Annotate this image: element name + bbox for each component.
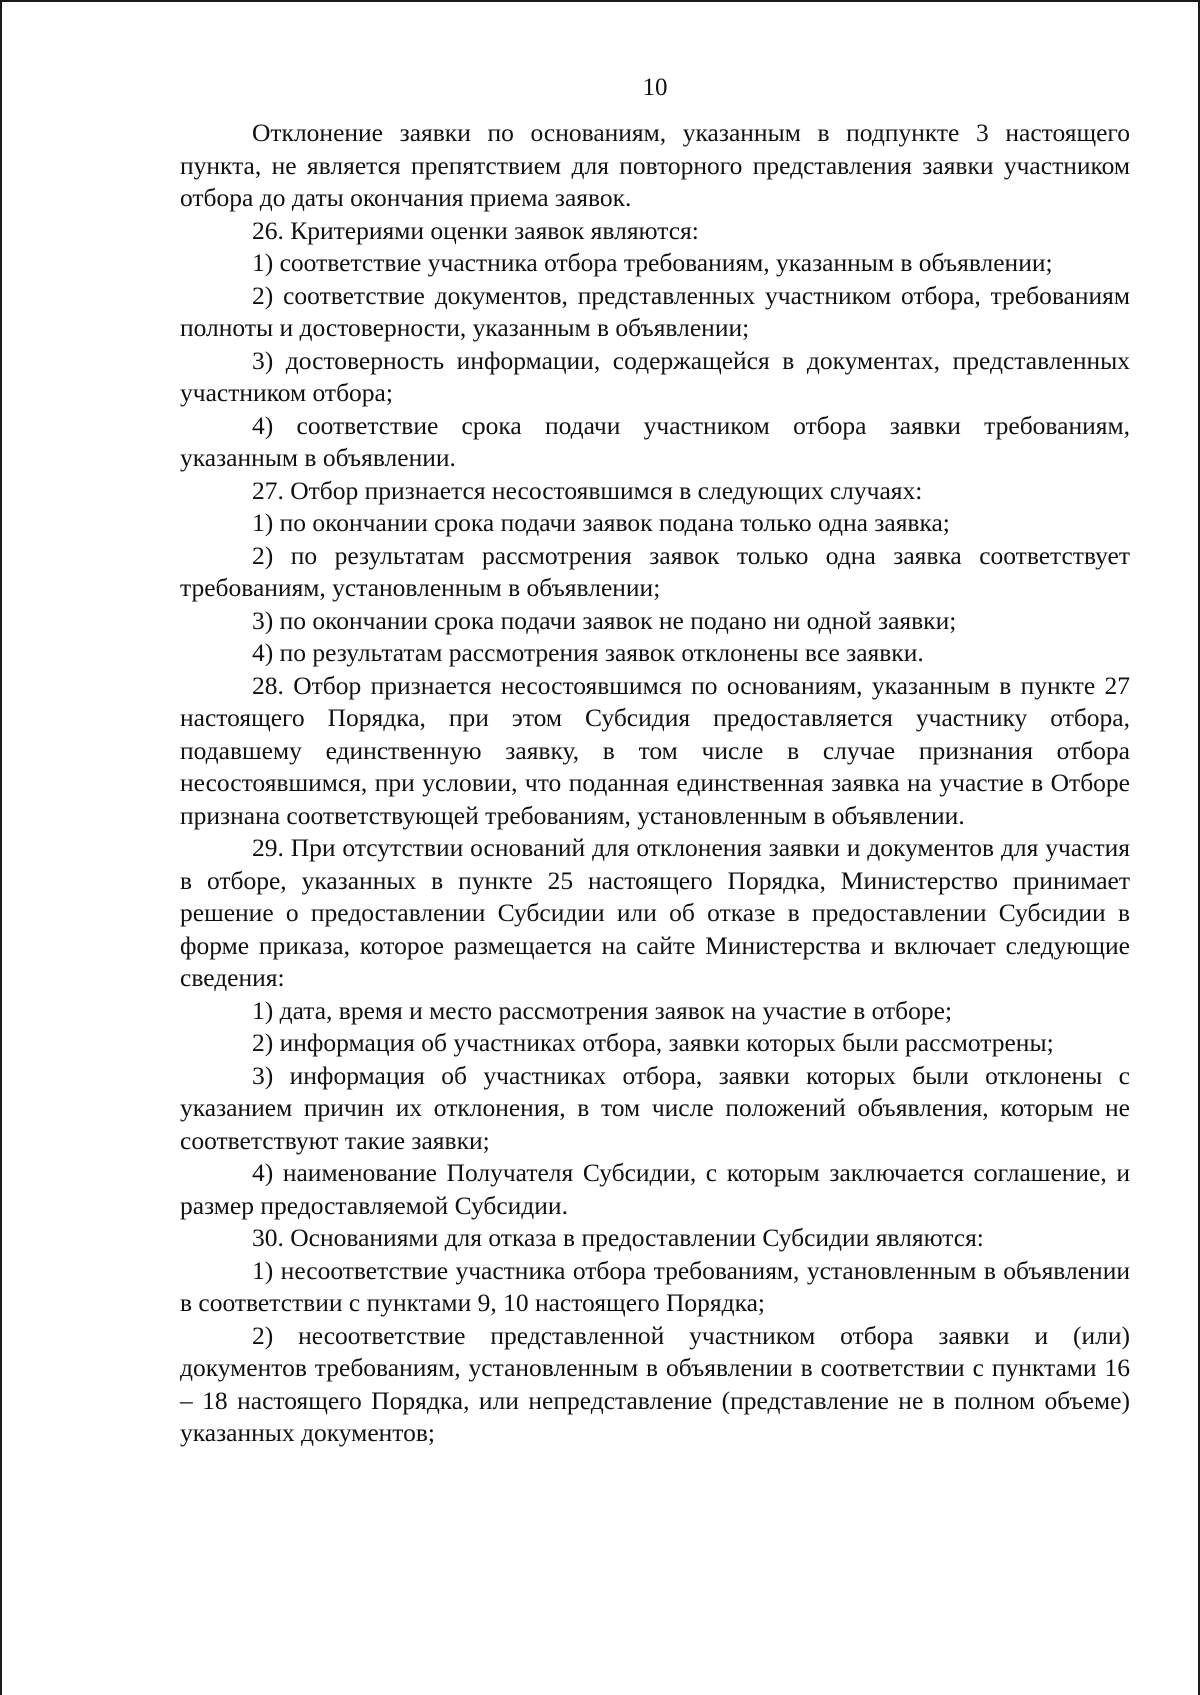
- paragraph-29-item-1: 1) дата, время и место рассмотрения заявок на участие в отборе;: [252, 995, 953, 1025]
- paragraph-30-heading: 30. Основаниями для отказа в предоставлении Субсидии являются:: [252, 1223, 984, 1252]
- paragraph-26-item-3: 3) достоверность информации, содержащейся в документах, представленных участником отбора;: [180, 345, 1130, 407]
- paragraph-rejection-note: Отклонение заявки по основаниям, указанным в подпункте 3 настоящего пункта, не является препятствием для повторного представления заявки участником отбора до даты окончания приема заявок.: [180, 118, 1130, 212]
- paragraph-26-item-1: 1) соответствие участника отбора требованиям, указанным в объявлении;: [252, 248, 1053, 277]
- scan-border-top: [0, 0, 1200, 2]
- paragraph-29-item-3: 3) информация об участниках отбора, заявки которых были отклонены с указанием причин их отклонения, в том числе положений объявления, которым не соответствуют такие заявки;: [180, 1060, 1130, 1155]
- paragraph-27-item-1: 1) по окончании срока подачи заявок подана только одна заявка;: [252, 508, 950, 537]
- paragraph-30-item-2: 2) несоответствие представленной участником отбора заявки и (или) документов требованиям, установленным в объявлении в соответствии с пунктами 16 – 18 настоящего Порядка, или непредставление (представление не в полном объеме) указанных документов;: [180, 1320, 1130, 1447]
- paragraph-27-heading: 27. Отбор признается несостоявшимся в следующих случаях:: [252, 475, 923, 505]
- paragraph-26-heading: 26. Критериями оценки заявок являются:: [252, 215, 699, 245]
- document-body: [180, 117, 1130, 1450]
- paragraph-29-item-4: 4) наименование Получателя Субсидии, с которым заключается соглашение, и размер предоставляемой Субсидии.: [180, 1158, 1130, 1220]
- paragraph-27-item-2: 2) по результатам рассмотрения заявок только одна заявка соответствует требованиям, установленным в объявлении;: [180, 540, 1130, 602]
- paragraph-27-item-3: 3) по окончании срока подачи заявок не подано ни одной заявки;: [252, 605, 957, 635]
- scan-border-left: [0, 0, 2, 1695]
- paragraph-26-item-2: 2) соответствие документов, представленных участником отбора, требованиям полноты и достоверности, указанным в объявлении;: [180, 280, 1130, 342]
- paragraph-27-item-4: 4) по результатам рассмотрения заявок отклонены все заявки.: [252, 638, 924, 667]
- paragraph-29-item-2: 2) информация об участниках отбора, заявки которых были рассмотрены;: [252, 1028, 1054, 1057]
- paragraph-29: 29. При отсутствии оснований для отклонения заявки и документов для участия в отборе, указанных в пункте 25 настоящего Порядка, Министерство принимает решение о предоставлении Субсидии или об отказе в предоставлении Субсидии в форме приказа, которое размещается на сайте Министерства и включает следующие сведения:: [180, 833, 1130, 992]
- paragraph-26-item-4: 4) соответствие срока подачи участником отбора заявки требованиям, указанным в объявлении.: [180, 410, 1130, 472]
- paragraph-30-item-1: 1) несоответствие участника отбора требованиям, установленным в объявлении в соответствии с пунктами 9, 10 настоящего Порядка;: [180, 1255, 1130, 1317]
- paragraph-28: 28. Отбор признается несостоявшимся по основаниям, указанным в пункте 27 настоящего Порядка, при этом Субсидия предоставляется участнику отбора, подавшему единственную заявку, в том числе в случае признания отбора несостоявшимся, при условии, что поданная единственная заявка на участие в Отборе признана соответствующей требованиям, установленным в объявлении.: [180, 670, 1130, 830]
- page-number: 10: [642, 74, 668, 101]
